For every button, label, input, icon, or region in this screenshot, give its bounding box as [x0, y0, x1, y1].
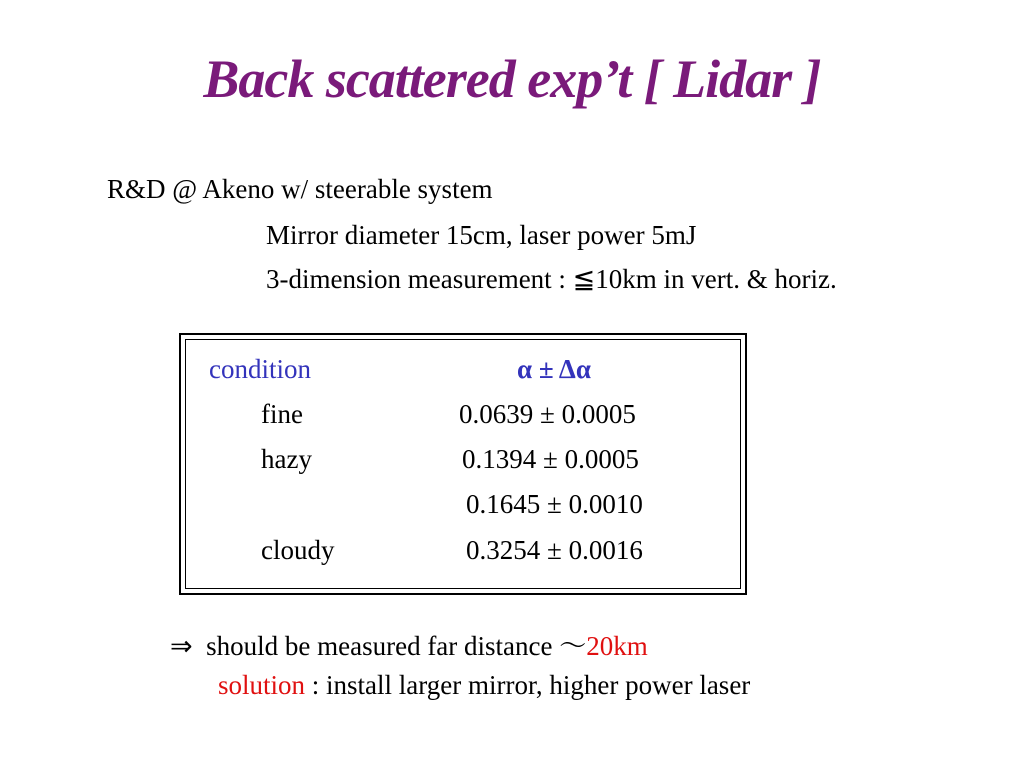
table-row-condition: fine — [261, 399, 303, 429]
table-row-value: 0.3254 ± 0.0016 — [466, 535, 643, 565]
table-row-condition: hazy — [261, 444, 312, 474]
solution-line — [218, 670, 750, 701]
conclusion-text: should be measured far distance — [206, 631, 560, 661]
table-header-condition: condition — [209, 354, 311, 384]
approx-tilde: ～ — [559, 631, 587, 661]
table-row-value: 0.1394 ± 0.0005 — [462, 444, 639, 474]
intro-line-1: R&D @ Akeno w/ steerable system — [107, 174, 493, 204]
solution-text: : install larger mirror, higher power laser — [305, 670, 751, 700]
table-row-value: 0.0639 ± 0.0005 — [459, 399, 636, 429]
solution-label: solution — [218, 670, 306, 700]
table-row-condition: cloudy — [261, 535, 335, 565]
intro-line-3: 3-dimension measurement : ≦10km in vert. & horiz. — [266, 264, 837, 294]
conclusion-distance: 20km — [586, 631, 648, 661]
table-header-alpha: α ± Δα — [517, 354, 591, 384]
table-row-value: 0.1645 ± 0.0010 — [466, 489, 643, 519]
conclusion-line — [170, 624, 648, 663]
slide-title: Back scattered exp’t [ Lidar ] — [203, 49, 821, 109]
implies-arrow-icon: ⇒ — [170, 631, 193, 661]
intro-line-2: Mirror diameter 15cm, laser power 5mJ — [266, 220, 697, 250]
